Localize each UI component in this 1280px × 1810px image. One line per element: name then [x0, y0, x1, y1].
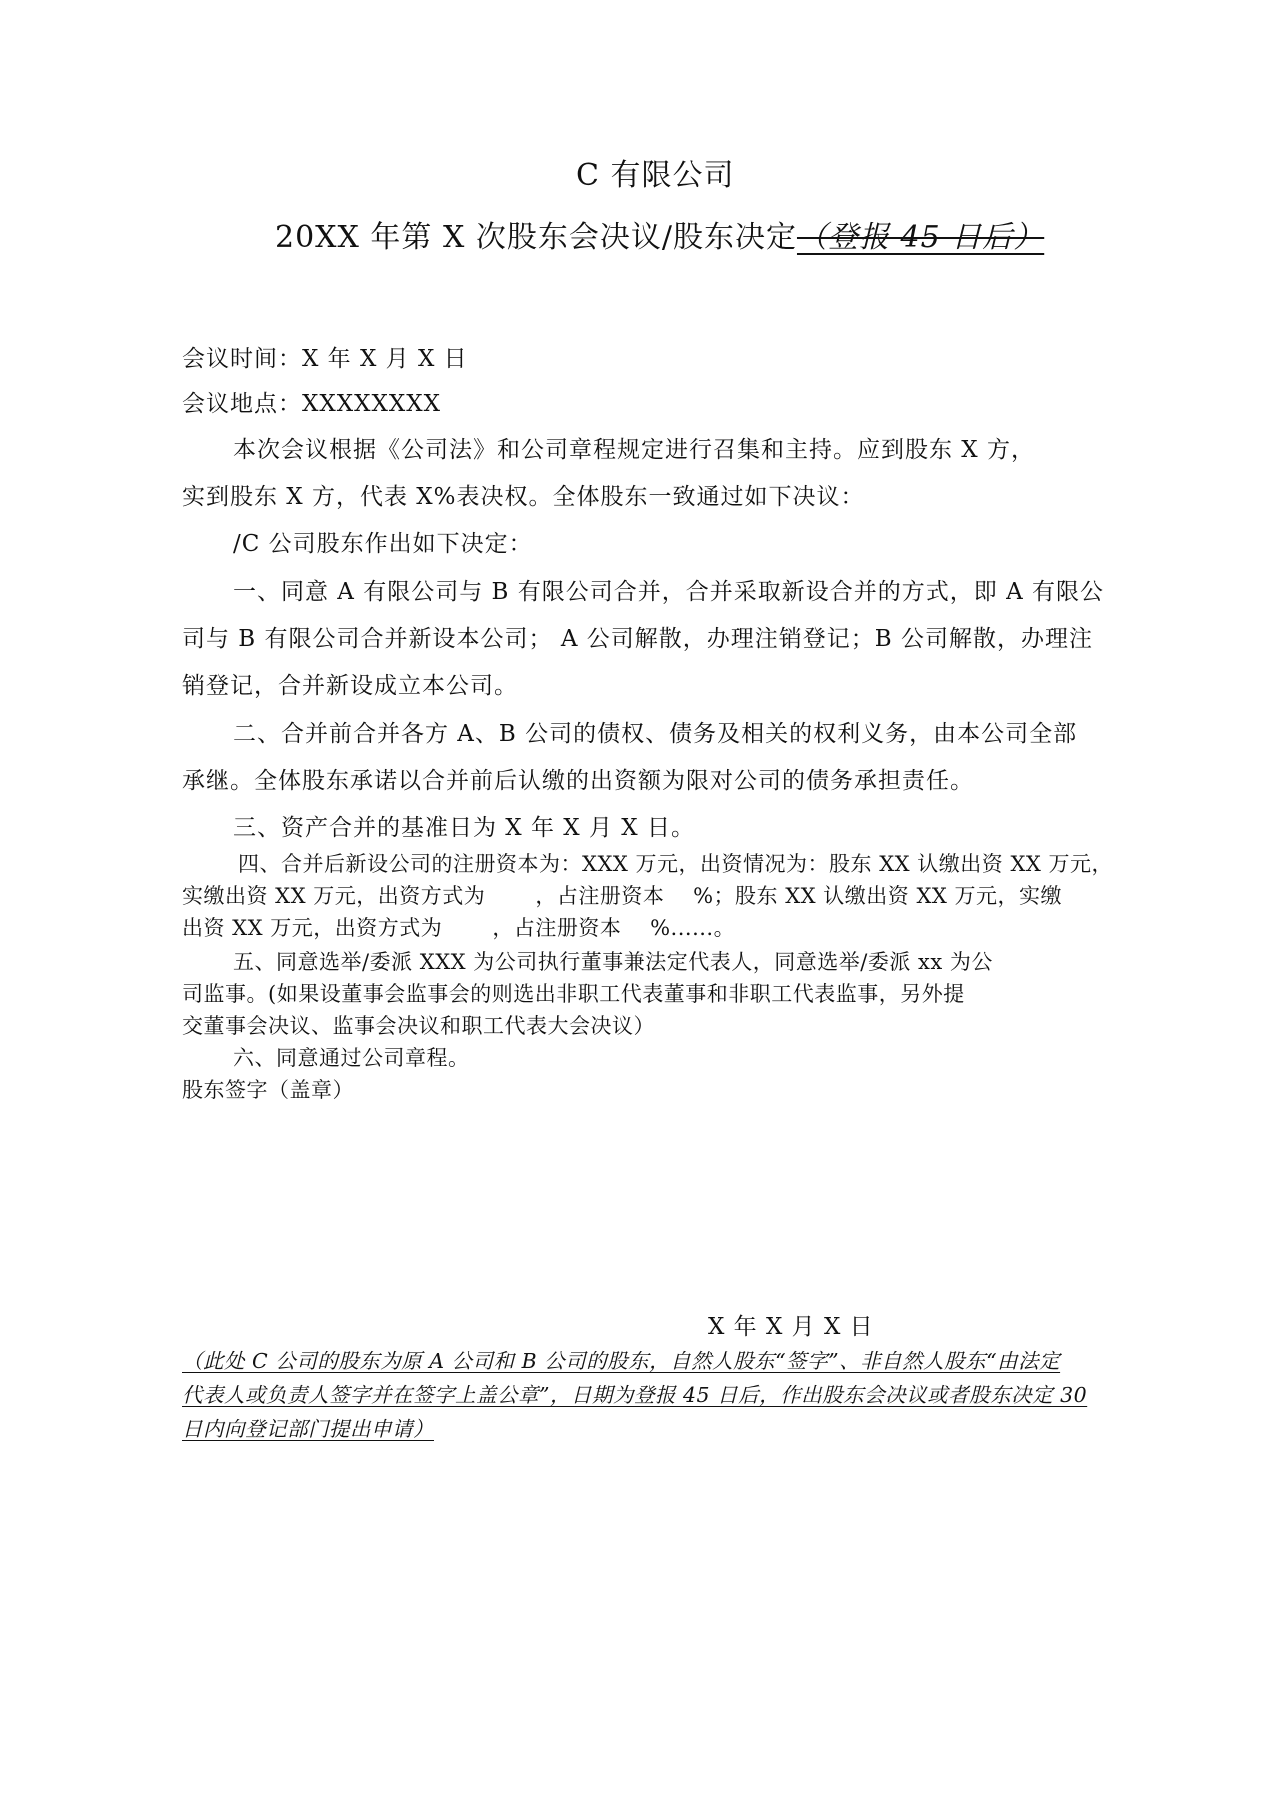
note-line-2: 代表人或负责人签字并在签字上盖公章”，日期为登报 45 日后，作出股东会决议或者股东决定 30: [182, 1383, 1088, 1407]
meeting-place: 会议地点：XXXXXXXX: [182, 391, 441, 417]
decision-lead: /C 公司股东作出如下决定：: [233, 531, 533, 557]
meeting-time: 会议时间：X 年 X 月 X 日: [182, 346, 468, 372]
item-3: 三、资产合并的基准日为 X 年 X 月 X 日。: [233, 815, 695, 841]
item-4-line-3: 出资 XX 万元，出资方式为 ，占注册资本 %......。: [182, 916, 736, 940]
item-4-line-1: 四、合并后新设公司的注册资本为：XXX 万元，出资情况为：股东 XX 认缴出资 XX 万元，: [238, 852, 1114, 876]
item-6: 六、同意通过公司章程。: [233, 1046, 470, 1070]
intro-line-2: 实到股东 X 方，代表 X%表决权。全体股东一致通过如下决议：: [182, 484, 865, 510]
item-1-line-3: 销登记，合并新设成立本公司。: [182, 673, 518, 699]
item-5-line-3: 交董事会决议、监事会决议和职工代表大会决议）: [182, 1014, 655, 1038]
resolution-title-main: 20XX 年第 X 次股东会决议/股东决定: [275, 220, 797, 255]
item-1-line-1: 一、同意 A 有限公司与 B 有限公司合并，合并采取新设合并的方式，即 A 有限公: [233, 579, 1104, 605]
item-2-line-1: 二、合并前合并各方 A、B 公司的债权、债务及相关的权利义务，由本公司全部: [233, 721, 1078, 747]
item-5-line-1: 五、同意选举/委派 XXX 为公司执行董事兼法定代表人，同意选举/委派 xx 为公: [233, 950, 993, 974]
note-line-3: 日内向登记部门提出申请）: [182, 1417, 434, 1441]
item-1-line-2: 司与 B 有限公司合并新设本公司； A 公司解散，办理注销登记；B 公司解散，办理注: [182, 626, 1093, 652]
item-2-line-2: 承继。全体股东承诺以合并前后认缴的出资额为限对公司的债务承担责任。: [182, 768, 974, 794]
signature-date: X 年 X 月 X 日: [708, 1314, 874, 1340]
item-5-line-2: 司监事。(如果设董事会监事会的则选出非职工代表董事和非职工代表监事，另外提: [182, 982, 965, 1006]
company-title: C 有限公司: [576, 158, 735, 193]
resolution-title-note: （登报 45 日后）: [796, 220, 1045, 255]
item-4-line-2: 实缴出资 XX 万元，出资方式为 ，占注册资本 %；股东 XX 认缴出资 XX 万元，实缴: [182, 884, 1063, 908]
intro-line-1: 本次会议根据《公司法》和公司章程规定进行召集和主持。应到股东 X 方，: [233, 437, 1035, 463]
note-line-1: （此处 C 公司的股东为原 A 公司和 B 公司的股东，自然人股东“签字”、非自然人股东“由法定: [182, 1349, 1061, 1373]
resolution-title: [275, 212, 1044, 256]
shareholder-signature-label: 股东签字（盖章）: [182, 1078, 354, 1102]
